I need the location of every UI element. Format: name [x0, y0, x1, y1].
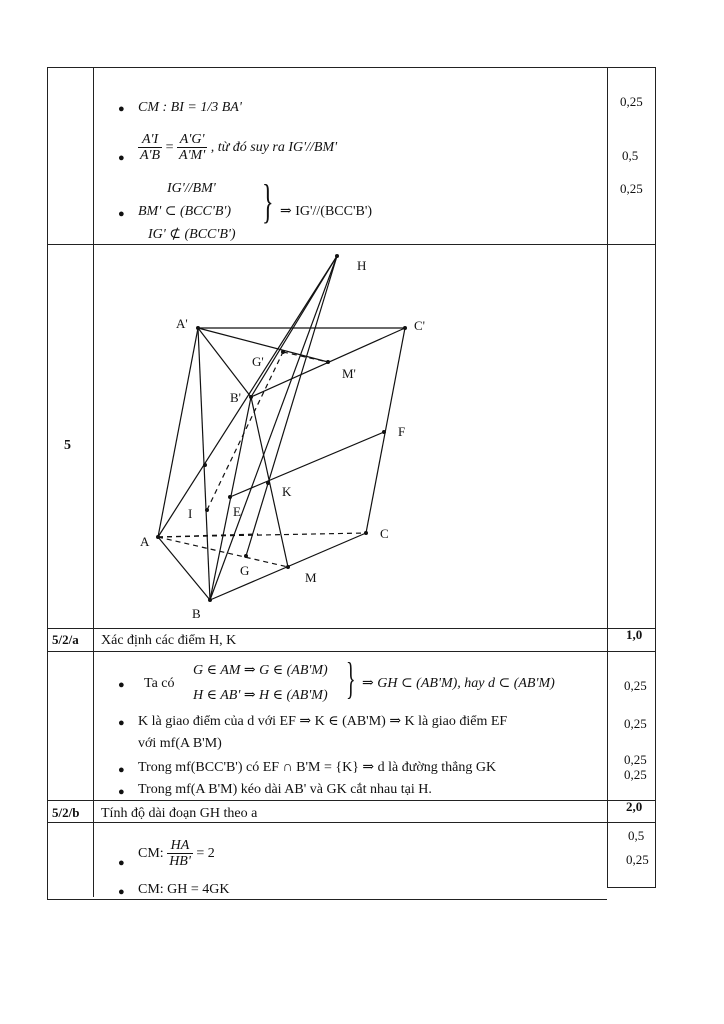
ratio-ha-hb: CM: $\frac{HA}{HB'}$ = 2: [138, 838, 215, 870]
edge-e-f: [230, 432, 384, 497]
bullet: ●: [118, 152, 125, 164]
gh-equation: CM: GH = 4GK: [138, 882, 230, 897]
score: 0,25: [624, 716, 647, 731]
point-label-a1: A': [176, 316, 188, 331]
section-title: Tính độ dài đoạn GH theo a: [101, 806, 258, 821]
bullet: ●: [118, 103, 125, 115]
bullet: ●: [118, 857, 125, 869]
score: 0,25: [624, 767, 647, 782]
system-result: ⇒ IG'//(BCC'B'): [280, 204, 373, 219]
point-label-i: I: [188, 506, 193, 521]
edge-a-m: [158, 537, 288, 567]
ta-co-label: Ta có: [144, 676, 175, 691]
score: 0,25: [624, 678, 647, 693]
k-intersection-line-2: với mf(A B'M): [138, 736, 222, 751]
section-title: Xác định các điểm H, K: [101, 633, 237, 648]
section-score: 1,0: [626, 627, 643, 642]
proof-bi-equation: CM : BI = 1/3 BA': [138, 100, 242, 115]
point-label-f: F: [398, 424, 406, 439]
system-line-1: IG'//BM': [167, 181, 216, 196]
system-a-brace: }: [346, 654, 356, 703]
section-score: 2,0: [626, 799, 643, 814]
edge-a-b: [158, 537, 210, 600]
point-label-g: G: [240, 563, 250, 578]
edge-b-h: [210, 256, 337, 600]
point-label-a: A: [140, 534, 150, 549]
system-brace: }: [262, 175, 274, 228]
bullet: ●: [118, 717, 125, 729]
point-label-m: M: [305, 570, 317, 585]
score: 0,25: [620, 181, 643, 196]
point-label-c: C: [380, 526, 389, 541]
edge-h-g: [246, 256, 337, 556]
score: 0,25: [620, 94, 643, 109]
k-intersection-line-1: K là giao điểm của d với EF ⇒ K ∈ (AB'M) ⇒ K là giao điểm EF: [138, 714, 508, 729]
score: 0,25: [624, 752, 647, 767]
point-label-e: E: [233, 504, 241, 519]
question-number: 5: [64, 438, 71, 453]
point-label-h: H: [357, 258, 367, 273]
bullet: ●: [118, 764, 125, 776]
edge-i-g1: [207, 352, 283, 510]
point-label-c1: C': [414, 318, 426, 333]
bullet: ●: [118, 786, 125, 798]
score: 0,25: [626, 852, 649, 867]
point-label-b: B: [192, 606, 201, 621]
system-a-line-2: H ∈ AB' ⇒ H ∈ (AB'M): [193, 688, 328, 703]
score: 0,5: [622, 148, 639, 163]
score: 0,5: [628, 828, 645, 843]
section-id: 5/2/a: [52, 632, 79, 647]
point-label-b1: B': [230, 390, 242, 405]
bullet: ●: [118, 886, 125, 898]
ratio-equation: $\frac{A'I}{A'B}$ = $\frac{A'G'}{A'M'}$ , từ đó suy ra IG'//BM': [140, 132, 338, 164]
h-intersection-statement: Trong mf(A B'M) kéo dài AB' và GK cắt nhau tại H.: [138, 782, 432, 797]
bullet: ●: [118, 679, 125, 691]
system-line-2: BM' ⊂ (BCC'B'): [138, 204, 232, 219]
system-a-result: ⇒ GH ⊂ (AB'M), hay d ⊂ (AB'M): [362, 676, 555, 691]
section-id: 5/2/b: [52, 805, 80, 820]
d-line-statement: Trong mf(BCC'B') có EF ∩ B'M = {K} ⇒ d là đường thẳng GK: [138, 760, 497, 775]
point-label-m1: M': [342, 366, 356, 381]
point-label-g1: G': [252, 354, 264, 369]
bullet: ●: [118, 208, 125, 220]
point-label-k: K: [282, 484, 292, 499]
system-line-3: IG' ⊄ (BCC'B'): [148, 227, 236, 242]
system-a-line-1: G ∈ AM ⇒ G ∈ (AB'M): [193, 663, 328, 678]
edge-a1-b1: [198, 328, 251, 397]
